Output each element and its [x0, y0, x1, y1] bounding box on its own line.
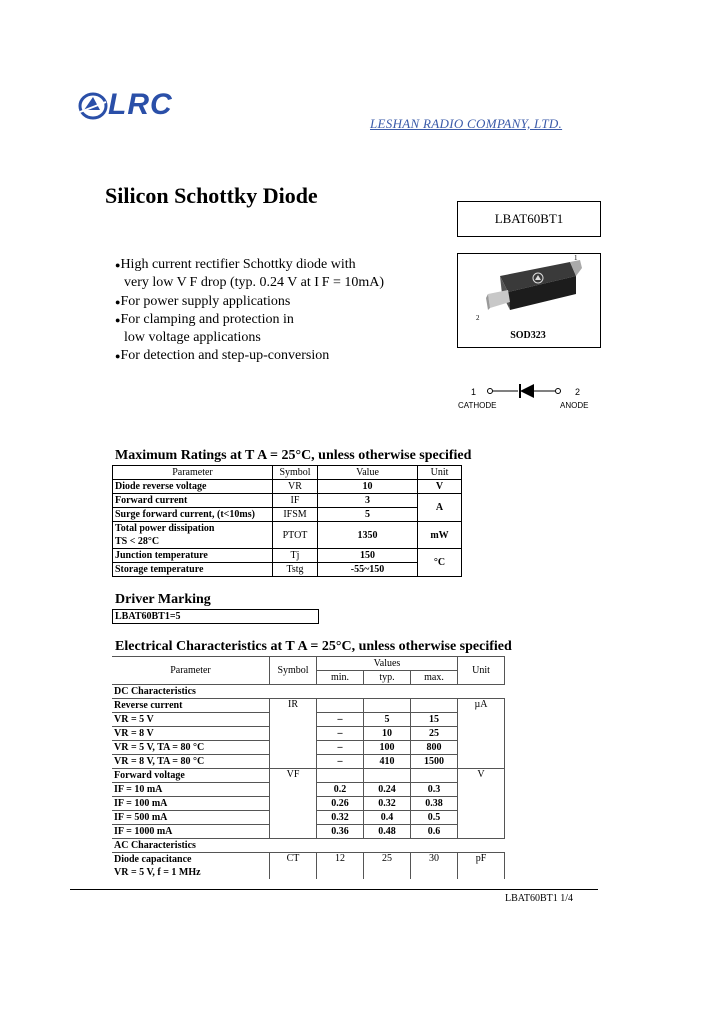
cell-param-line1: Diode capacitance: [114, 854, 192, 865]
page-title: Silicon Schottky Diode: [105, 183, 318, 208]
cell-param-line2: TS < 28°C: [115, 536, 160, 547]
package-label: SOD323: [510, 330, 546, 341]
table-row: [113, 494, 462, 508]
pin1-number: 1: [574, 254, 578, 262]
driver-marking-value: LBAT60BT1=5: [112, 609, 319, 624]
cell-unit: pF: [458, 853, 505, 880]
max-ratings-table: [112, 465, 462, 577]
cathode-label: CATHODE: [458, 401, 497, 410]
table-row: [112, 853, 505, 880]
cell-symbol: IR: [270, 699, 317, 769]
cell-max: 25: [411, 727, 458, 741]
cell-unit: A: [418, 494, 462, 522]
cell-symbol: VR: [273, 480, 318, 494]
cell-param-line2: VR = 5 V, f = 1 MHz: [114, 867, 201, 878]
cell-param: VR = 5 V: [112, 713, 270, 727]
section-row: [112, 685, 505, 699]
cell-min: –: [317, 727, 364, 741]
anode-pin-number: 2: [575, 387, 581, 397]
cell-typ: 10: [364, 727, 411, 741]
table-header-row: [113, 466, 462, 480]
header-value: Value: [318, 466, 418, 480]
cell-symbol: IF: [273, 494, 318, 508]
cell-typ: 0.24: [364, 783, 411, 797]
part-number-box: LBAT60BT1: [457, 201, 601, 237]
cell-max: 800: [411, 741, 458, 755]
driver-marking-title: Driver Marking: [115, 592, 211, 607]
feature-item: ●For power supply applications: [115, 293, 291, 309]
dc-section-title: DC Characteristics: [112, 685, 505, 699]
company-name: LESHAN RADIO COMPANY, LTD.: [370, 116, 563, 131]
cell-param: Forward current: [113, 494, 273, 508]
cell-unit: mW: [418, 522, 462, 549]
header-max: max.: [411, 671, 458, 685]
table-row: [113, 549, 462, 563]
feature-item: very low V F drop (typ. 0.24 V at I F = 10mA): [124, 275, 385, 291]
cell-min: –: [317, 713, 364, 727]
cell-symbol: Tstg: [273, 563, 318, 577]
cell-param: IF = 10 mA: [112, 783, 270, 797]
pin2-number: 2: [476, 314, 480, 322]
cell-param: VR = 5 V, TA = 80 °C: [112, 741, 270, 755]
cell-typ: 0.32: [364, 797, 411, 811]
cell-param-line1: Total power dissipation: [115, 523, 215, 534]
cell-typ: 0.48: [364, 825, 411, 839]
table-row: [113, 508, 462, 522]
header-typ: typ.: [364, 671, 411, 685]
cell-min: 0.2: [317, 783, 364, 797]
cell-param: Diode reverse voltage: [113, 480, 273, 494]
cell-typ: 25: [364, 853, 411, 880]
cathode-pin-number: 1: [471, 387, 477, 397]
feature-item: ●For clamping and protection in: [115, 311, 294, 327]
logo-text: LRC: [108, 88, 173, 121]
table-row: [113, 522, 462, 549]
cell-unit: °C: [418, 549, 462, 577]
header-unit: Unit: [418, 466, 462, 480]
cell-param: IF = 500 mA: [112, 811, 270, 825]
cell-symbol: IFSM: [273, 508, 318, 522]
header-values: Values: [317, 657, 458, 671]
cell-max: 30: [411, 853, 458, 880]
cell-symbol: CT: [270, 853, 317, 880]
sod323-package-icon: [458, 254, 600, 334]
cell-max: 0.6: [411, 825, 458, 839]
cell-unit: V: [458, 769, 505, 839]
table-header-row: [112, 657, 505, 671]
cell-param: [113, 522, 273, 549]
cell-param: Reverse current: [112, 699, 270, 713]
table-row: [113, 563, 462, 577]
cell-min: 0.26: [317, 797, 364, 811]
footer-page-ref: LBAT60BT1 1/4: [505, 893, 574, 904]
cell-typ: 410: [364, 755, 411, 769]
cell-param: IF = 100 mA: [112, 797, 270, 811]
cell-symbol: VF: [270, 769, 317, 839]
logo-emblem-icon: [78, 88, 110, 120]
header-symbol: Symbol: [273, 466, 318, 480]
cell-param: Surge forward current, (t<10ms): [113, 508, 273, 522]
header-min: min.: [317, 671, 364, 685]
cell-min: 0.32: [317, 811, 364, 825]
cell-min: –: [317, 741, 364, 755]
cell-typ: 5: [364, 713, 411, 727]
feature-item: low voltage applications: [124, 330, 261, 346]
feature-item: ●High current rectifier Schottky diode with: [115, 257, 356, 272]
header-parameter: Parameter: [113, 466, 273, 480]
cell-max: 15: [411, 713, 458, 727]
cell-param: VR = 8 V, TA = 80 °C: [112, 755, 270, 769]
cell-value: 10: [318, 480, 418, 494]
cell-max: 1500: [411, 755, 458, 769]
footer-rule: [70, 889, 598, 890]
section-row: [112, 839, 505, 853]
feature-item: ●For detection and step-up-conversion: [115, 348, 330, 364]
cell-value: 5: [318, 508, 418, 522]
header-parameter: Parameter: [112, 657, 270, 685]
header-symbol: Symbol: [270, 657, 317, 685]
cell-symbol: Tj: [273, 549, 318, 563]
cell-param: IF = 1000 mA: [112, 825, 270, 839]
elec-char-table: [112, 656, 505, 879]
cell-min: –: [317, 755, 364, 769]
table-row: [112, 769, 505, 783]
elec-char-title: Electrical Characteristics at T A = 25°C, unless otherwise specified: [115, 639, 512, 654]
cell-min: 0.36: [317, 825, 364, 839]
cell-typ: 0.4: [364, 811, 411, 825]
cell-max: 0.5: [411, 811, 458, 825]
cell-typ: 100: [364, 741, 411, 755]
table-row: [113, 480, 462, 494]
feature-list: [115, 256, 384, 366]
max-ratings-title: Maximum Ratings at T A = 25°C, unless otherwise specified: [115, 448, 472, 463]
cell-max: 0.3: [411, 783, 458, 797]
cell-unit: V: [418, 480, 462, 494]
cell-param: Storage temperature: [113, 563, 273, 577]
cell-param: [112, 853, 270, 880]
cell-param: Forward voltage: [112, 769, 270, 783]
cell-unit: µA: [458, 699, 505, 769]
cell-param: Junction temperature: [113, 549, 273, 563]
table-row: [112, 699, 505, 713]
header-unit: Unit: [458, 657, 505, 685]
cell-value: 150: [318, 549, 418, 563]
cell-symbol: PTOT: [273, 522, 318, 549]
cell-min: 12: [317, 853, 364, 880]
cell-value: 1350: [318, 522, 418, 549]
cell-max: 0.38: [411, 797, 458, 811]
cell-param: VR = 8 V: [112, 727, 270, 741]
cell-value: -55~150: [318, 563, 418, 577]
diode-symbol: [460, 383, 600, 415]
anode-label: ANODE: [560, 401, 589, 410]
ac-section-title: AC Characteristics: [112, 839, 505, 853]
cell-value: 3: [318, 494, 418, 508]
